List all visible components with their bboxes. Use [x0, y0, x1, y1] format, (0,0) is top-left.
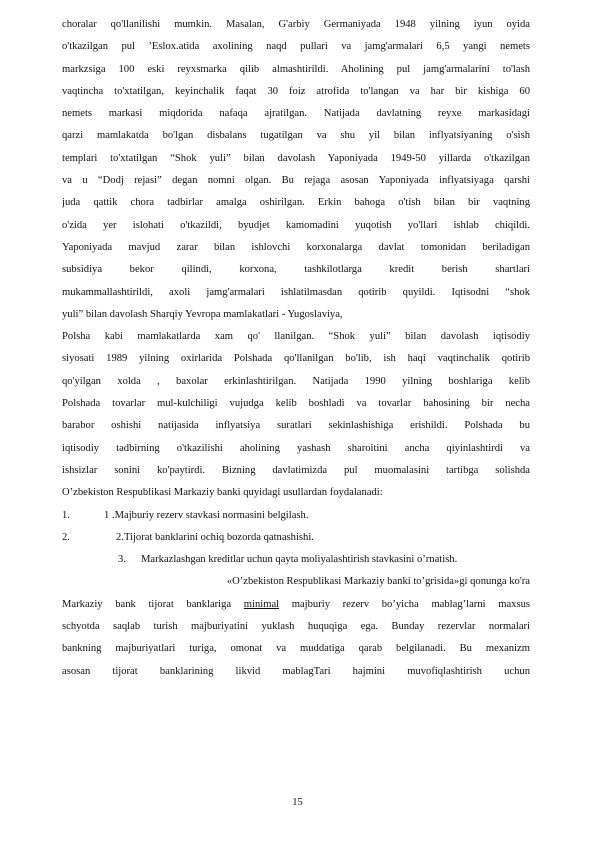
- list-number: 1.: [62, 509, 70, 521]
- list-number: 2.: [62, 531, 70, 543]
- text-fragment: majburiy rezerv bo’yicha mablag’larni maxsus: [279, 598, 530, 610]
- paragraph-central-bank: [62, 571, 530, 682]
- text-line: «O’zbekiston Respublikasi Markaziy banki to’grisida»gi qonunga ko'ra: [226, 576, 530, 588]
- underlined-word: minimal: [243, 598, 280, 610]
- text-line: o'tkazilgan pul ’Eslox.atida axolining naqd pullari va jamg'armalari 6,5 yangi nemets: [62, 41, 530, 53]
- text-line: barabor oshishi natijasida inflyatsiya suratlari sekinlashishiga erishildi. Polshada bu: [62, 420, 530, 432]
- text-line: Polsha kabi mamlakatlarda xam qo' llanilgan. “Shok yuli” bilan davolash iqtisodiy: [62, 331, 530, 343]
- list-item-text: 2.Tijorat banklarini ochiq bozorda qatnashishi.: [116, 531, 314, 543]
- list-item: [62, 505, 530, 527]
- text-line: Polshada tovarlar mul-kulchiligi vujudga kelib boshladi va tovarlar bahosining bir necha: [62, 398, 530, 410]
- text-line: markzsiga 100 eski reyxsmarka qilib almashtirildi. Aholining pul jamg'armalarini to'lash: [62, 63, 530, 75]
- text-line: ishsizlar sonini ko'paytirdi. Bizning davlatimizda pul muomalasini tartibga solishda: [62, 464, 530, 476]
- text-line: juda qattik chora tadbirlar amalga oshirilgan. Erkin bahoga o'tish bilan bir vaqtning: [62, 197, 530, 209]
- methods-list: [62, 505, 530, 572]
- list-item: [62, 549, 530, 571]
- text-line: vaqtincha to'xtatilgan, keyinchalik faqat 30 foiz atrofida to'langan va har bir kishiga 60: [62, 85, 530, 97]
- text-line: O’zbekiston Respublikasi Markaziy banki quyidagi usullardan foydalanadi:: [62, 487, 383, 499]
- list-item-text: Markazlashgan kreditlar uchun qayta moliyalashtirish stavkasini o’rnatish.: [141, 554, 458, 566]
- text-line: va u “Dodj rejasi” degan nomni olgan. Bu rejaga asosan Yaponiyada inflyatsiyaga qarshi: [62, 175, 530, 187]
- text-line: qo'yilgan xolda , baxolar erkinlashtirilgan. Natijada 1990 yilning boshlariga kelib: [62, 375, 530, 387]
- list-item-text: 1 .Majburiy rezerv stavkasi normasini belgilash.: [104, 509, 309, 521]
- text-line: subsidiya bekor qilindi, korxona, tashkilotlarga kredit berish shartlari: [62, 264, 530, 276]
- list-number: 3.: [118, 554, 126, 566]
- text-line: nemets markasi miqdorida nafaqa ajratilgan. Natijada davlatning reyxe markasidagi: [62, 108, 530, 120]
- text-line: o'zida yer islohati o'tkazildi, byudjet kamomadini yuqotish yo'llari ishlab chiqildi.: [62, 219, 530, 231]
- text-line: qarzi mamlakatda bo'lgan disbalans tugatilgan va shu yil bilan inflyatsiyaning o'sish: [62, 130, 530, 142]
- text-line: bankning majburiyatlari turiga, omonat va muddatiga qarab belgilanadi. Bu mexanizm: [62, 643, 530, 655]
- text-line: templari to'xtatilgan “Shok yuli” bilan davolash Yaponiyada 1949-50 yillarda o'tkazilgan: [62, 152, 530, 164]
- text-line: asosan tijorat banklarining likvid mablagTari hajmini muvofiqlashtirish uchun: [62, 665, 530, 677]
- paragraph-germany-japan: [62, 14, 530, 326]
- text-line: [62, 594, 530, 616]
- text-line: schyotda saqlab turish majburiyatini yuklash huquqiga ega. Bunday rezervlar normalari: [62, 621, 530, 633]
- paragraph-poland: [62, 326, 530, 504]
- text-fragment: Markaziy bank tijorat banklariga: [62, 598, 244, 610]
- page-number: 15: [292, 797, 303, 808]
- text-line: choralar qo'llanilishi mumkin. Masalan, G'arbiy Germaniyada 1948 yilning iyun oyida: [62, 19, 530, 30]
- text-line: iqtisodiy tadbirning o'tkazilishi aholining yashash sharoitini ancha qiyinlashtirdi va: [62, 442, 530, 454]
- list-item: [62, 527, 530, 549]
- document-page: [62, 14, 530, 683]
- text-line: yuli” bilan davolash Sharqiy Yevropa mamlakatlari - Yugoslaviya,: [62, 308, 343, 320]
- text-line: Yaponiyada mavjud zarar bilan ishlovchi korxonalarga davlat tomonidan beriladigan: [62, 241, 530, 253]
- text-line: mukammallashtirildi, axoli jamg'armalari ishlatilmasdan qotirib quyildi. Iqtisodni “shok: [62, 286, 530, 298]
- text-line: siyosati 1989 yilning oxirlarida Polshada qo'llanilgan bo'lib, ish haqi vaqtinchalik qotirib: [62, 353, 530, 365]
